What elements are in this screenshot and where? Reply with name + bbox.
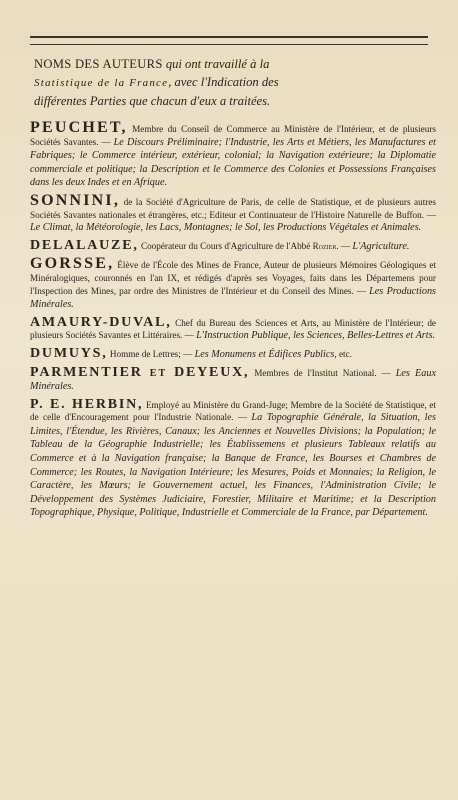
author-works: Les Eaux Minérales. (30, 367, 436, 393)
page-heading (34, 55, 434, 110)
author-works: Le Discours Préliminaire; l'Industrie, les Arts et Métiers, les Manufactures et Fabriques; le Commerce intérieur, extérieur, colonial; la Navigation extérieure; la Diplomatie commerciale et politique; la Description et le Commerce des Colonies et Possessions Françaises dans les deux Indes et en Afrique. (30, 136, 436, 189)
author-name-second: DEYEUX, (174, 364, 250, 380)
author-description: Employé au Ministère du Grand-Juge; Membre de la Société de Statistique, et de celle d'Encouragement pour l'Industrie Nationale. — (30, 399, 436, 423)
author-name: SONNINI, (30, 191, 121, 209)
author-description: de la Société d'Agriculture de Paris, de celle de Statistique, et de plusieurs autres Sociétés Savantes nationales et étrangères, etc.; Editeur et Continuateur de l'Histoire Naturelle de Buffon. — (30, 196, 436, 220)
heading-statistique: Statistique de la France (34, 77, 169, 89)
author-works: La Topographie Générale, la Situation, les Limites, l'Étendue, les Rivières, Canaux; les Anciennes et Nouvelles Divisions; la Population; le Tableau de la Géographie Industrielle; les Établissemens et plusieurs Tableaux relatifs au Commerce et à la Navigation française; la Banque de France, les Bourses et Chambres de Commerce; les Routes, la Navigation Intérieure; les Mesures, Poids et Monnaies; la Religion, le Caractère, les Mœurs; le Gouvernement actuel, les Finances, l'Administration Civile; le Développement des Systèmes Judiciaire, Forestier, Militaire et Maritime; et la Description Topographique, Physique, Politique, Industrielle et Commerciale de la France, par Département. (30, 412, 436, 519)
author-description-smallcaps: Rozier (312, 240, 337, 251)
author-works: Les Monumens et Édifices Publics (194, 348, 335, 360)
author-entry-amaury-duval (30, 314, 436, 343)
author-connector: ET (142, 367, 175, 379)
author-name: DELALAUZE, (30, 237, 139, 253)
heading-line3: différentes Parties que chacun d'eux a traitées. (34, 94, 271, 108)
author-entry-delalauze (30, 237, 436, 254)
author-entry-peuchet (30, 119, 436, 190)
author-description: Élève de l'École des Mines de France, Auteur de plusieurs Mémoires Géologiques et Minéralogiques, couronnés en l'an IX, et rédigés d'après ses Voyages, faits dans les Départemens pour l'Inspection des Mines, par ordre des Ministres de l'Intérieur et du Conseil des Mines. — (30, 260, 436, 296)
author-works: Le Climat, la Météorologie, les Lacs, Montagnes; le Sol, les Productions Végétales et Animales. (30, 222, 422, 234)
author-name: GORSSE, (30, 255, 115, 273)
author-entry-gorsse (30, 255, 436, 311)
author-list (30, 119, 436, 525)
author-description: Membres de l'Institut National. — (249, 367, 396, 378)
author-description: Coopérateur du Cours d'Agriculture de l'Abbé (138, 240, 313, 251)
author-description: Membre du Conseil de Commerce au Ministère de l'Intérieur, et de plusieurs Sociétés Savantes. — (30, 124, 436, 147)
author-description: Chef du Bureau des Sciences et Arts, au Ministère de l'Intérieur; de plusieurs Sociétés Savantes et Littéraires. — (30, 317, 436, 341)
author-name: PEUCHET, (30, 119, 128, 136)
heading-bold: NOMS DES AUTEURS (34, 57, 163, 71)
author-entry-herbin (30, 396, 436, 520)
heading-line2-rest: , avec l'Indication des (168, 75, 279, 89)
author-entry-sonnini (30, 191, 436, 235)
author-description-tail: . — (336, 240, 353, 251)
author-name: DUMUYS, (30, 345, 108, 361)
double-rule-divider (30, 36, 428, 45)
heading-line1-rest: qui ont travaillé à la (162, 57, 270, 71)
author-works: L'Agriculture. (352, 240, 410, 252)
author-works: L'Instruction Publique, les Sciences, Belles-Lettres et Arts. (196, 330, 436, 342)
author-entry-dumuys (30, 345, 436, 362)
author-works: Les Productions Minérales. (30, 285, 436, 311)
author-name: P. E. HERBIN, (30, 396, 144, 412)
author-entry-parmentier-deyeux (30, 364, 436, 394)
author-name: AMAURY-DUVAL, (30, 314, 172, 330)
author-tail: , etc. (334, 348, 352, 359)
author-description: Homme de Lettres; — (107, 348, 195, 359)
author-name: PARMENTIER (30, 364, 143, 380)
